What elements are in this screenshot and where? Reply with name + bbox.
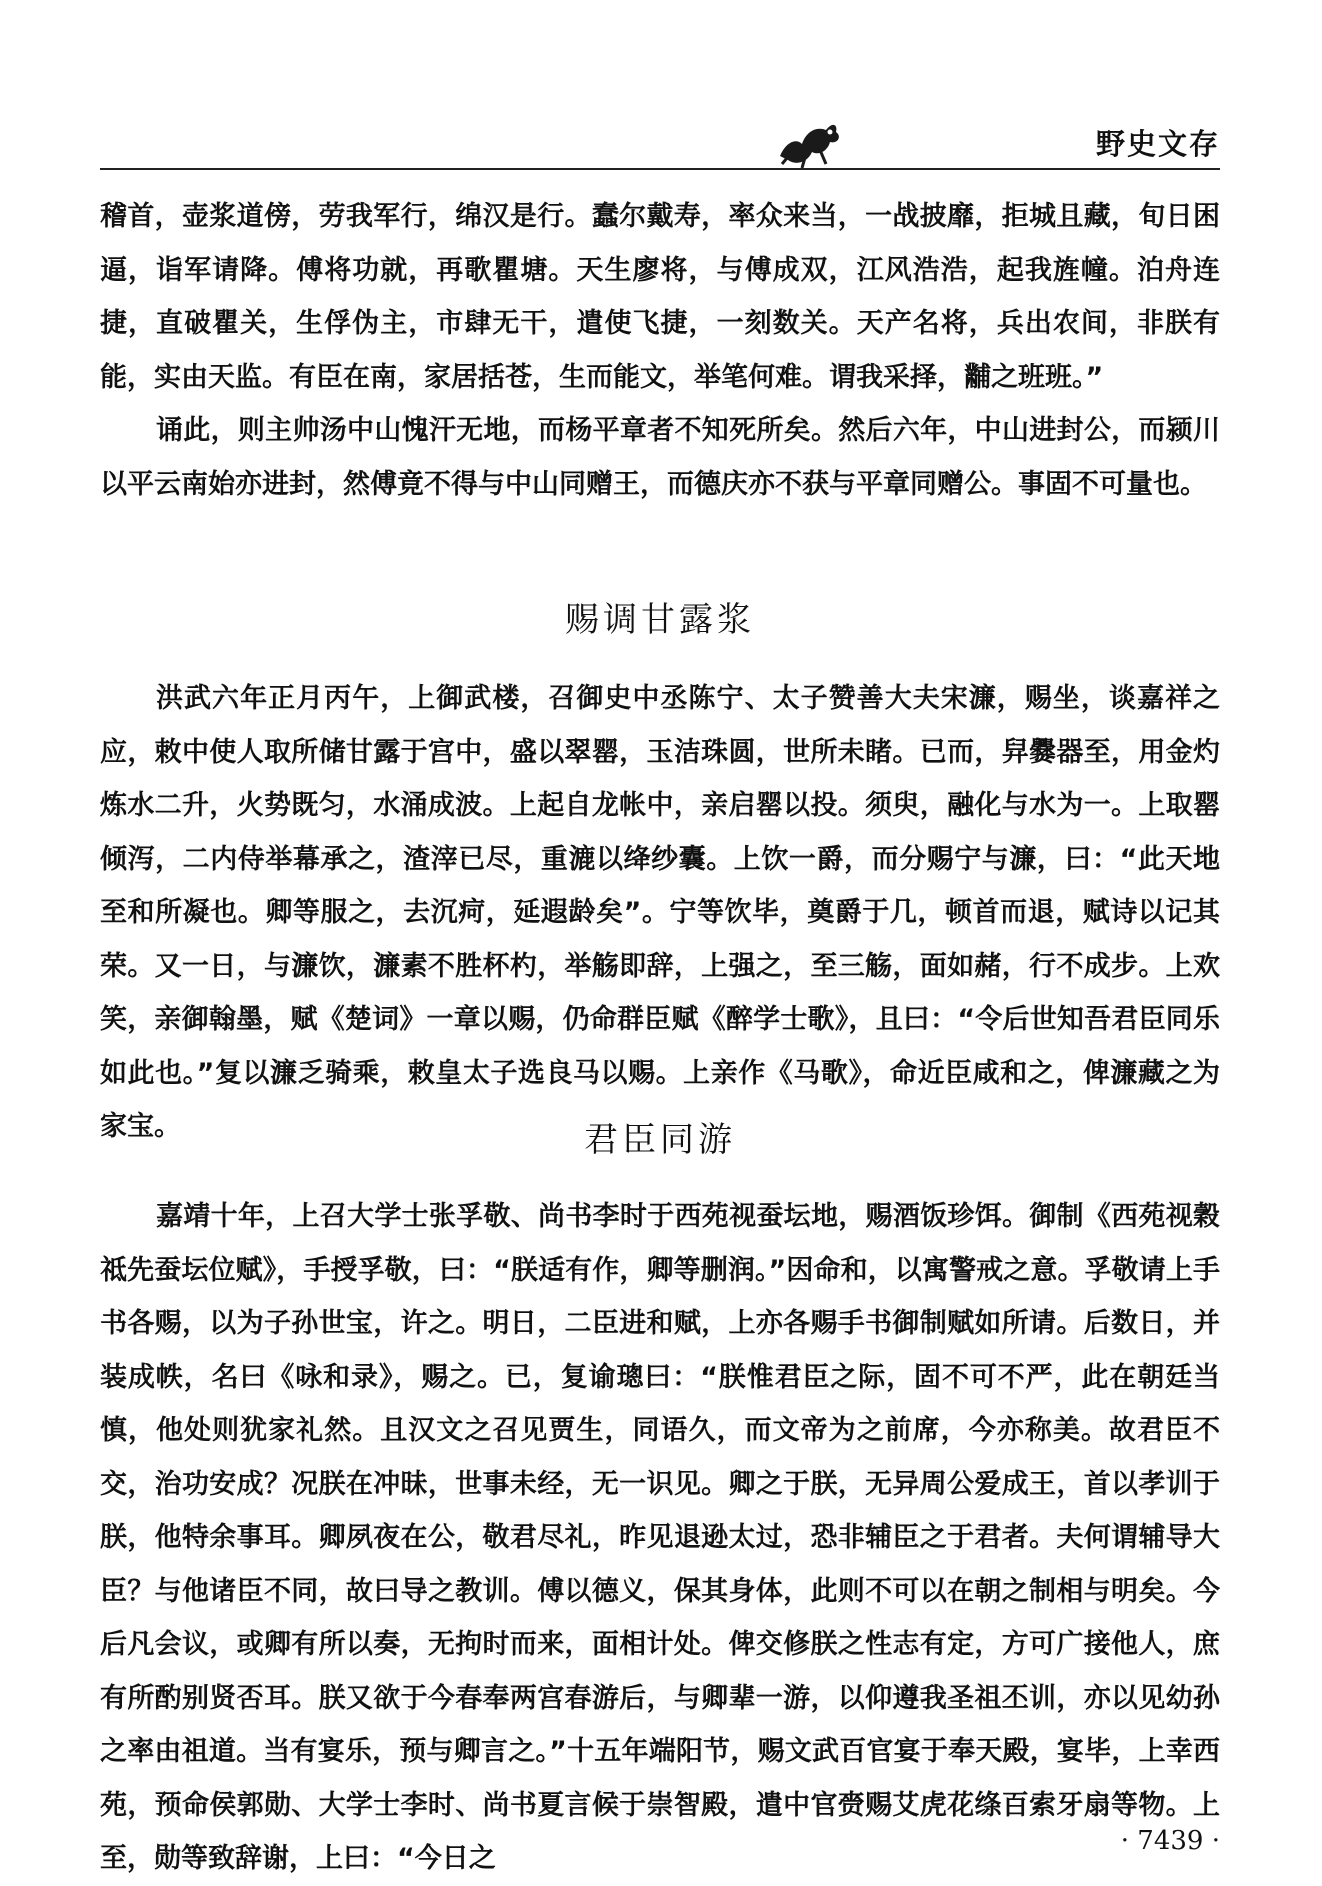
series-title: 野史文存 — [1095, 127, 1220, 161]
section-2-paragraph: 嘉靖十年，上召大学士张孚敬、尚书李时于西苑视蚕坛地，赐酒饭珍饵。御制《西苑视穀祗先蚕坛位赋》，手授孚敬，曰：“朕适有作，卿等删润。”因命和，以寓警戒之意。孚敬请上手书各赐，以为子孙世宝，许之。明日，二臣进和赋，上亦各赐手书御制赋如所请。后数日，并装成帙，名曰《咏和录》，赐之。已，复谕璁曰：“朕惟君臣之际，固不可不严，此在朝廷当慎，他处则犹家礼然。且汉文之召见贾生，同语久，而文帝为之前席，今亦称美。故君臣不交，治功安成？况朕在冲昧，世事未经，无一识见。卿之于朕，无异周公爱成王，首以孝训于朕，他特余事耳。卿夙夜在公，敬君尽礼，昨见退逊太过，恐非辅臣之于君者。夫何谓辅导大臣？与他诸臣不同，故曰导之教训。傅以德义，保其身体，此则不可以在朝之制相与明矣。今后凡会议，或卿有所以奏，无拘时而来，面相计处。俾交修朕之性志有定，方可广接他人，庶有所酌别贤否耳。朕又欲于今春奉两宫春游后，与卿辈一游，以仰遵我圣祖丕训，亦以见幼孙之率由祖道。当有宴乐，预与卿言之。”十五年端阳节，赐文武百官宴于奉天殿，宴毕，上幸西苑，预命侯郭勋、大学士李时、尚书夏言候于崇智殿，遣中官赍赐艾虎花绦百索牙扇等物。上至，勋等致辞谢，上曰：“今日之 — [100, 1201, 1220, 1874]
continuation-block — [100, 190, 1220, 511]
dragon-emblem-icon — [772, 112, 844, 170]
header-rule — [100, 168, 1220, 170]
section-2-block — [100, 1190, 1220, 1886]
page-number: · 7439 · — [1120, 1826, 1220, 1856]
section-title-1: 赐调甘露浆 — [565, 600, 755, 640]
continuation-paragraph-1: 稽首，壶浆道傍，劳我军行，绵汉是行。蠢尔戴寿，率众来当，一战披靡，拒城且藏，旬日困逼，诣军请降。傅将功就，再歌瞿塘。天生廖将，与傅成双，江风浩浩，起我旌幢。泊舟连捷，直破瞿关，生俘伪主，市肆无干，遣使飞捷，一刻数关。天产名将，兵出农间，非朕有能，实由天监。有臣在南，家居括苍，生而能文，举笔何难。谓我采择，黼之班班。” — [100, 201, 1220, 393]
continuation-paragraph-2: 诵此，则主帅汤中山愧汗无地，而杨平章者不知死所矣。然后六年，中山进封公，而颍川以平云南始亦进封，然傅竟不得与中山同赠王，而德庆亦不获与平章同赠公。事固不可量也。 — [100, 415, 1220, 500]
section-1-block — [100, 672, 1220, 1154]
section-1-paragraph: 洪武六年正月丙午，上御武楼，召御史中丞陈宁、太子赞善大夫宋濂，赐坐，谈嘉祥之应，敕中使人取所储甘露于宫中，盛以翠罂，玉洁珠圆，世所未睹。已而，舁爨器至，用金灼炼水二升，火势既匀，水涌成波。上起自龙帐中，亲启罂以投。须臾，融化与水为一。上取罂倾泻，二内侍举幕承之，渣滓已尽，重漉以绛纱囊。上饮一爵，而分赐宁与濂，曰：“此天地至和所凝也。卿等服之，去沉疴，延遐龄矣”。宁等饮毕，奠爵于几，顿首而退，赋诗以记其荣。又一日，与濂饮，濂素不胜杯杓，举觞即辞，上强之，至三觞，面如赭，行不成步。上欢笑，亲御翰墨，赋《楚词》一章以赐，仍命群臣赋《醉学士歌》，且曰：“令后世知吾君臣同乐如此也。”复以濂乏骑乘，敕皇太子选良马以赐。上亲作《马歌》，命近臣咸和之，俾濂藏之为家宝。 — [100, 683, 1220, 1142]
section-title-2: 君臣同游 — [584, 1120, 736, 1160]
